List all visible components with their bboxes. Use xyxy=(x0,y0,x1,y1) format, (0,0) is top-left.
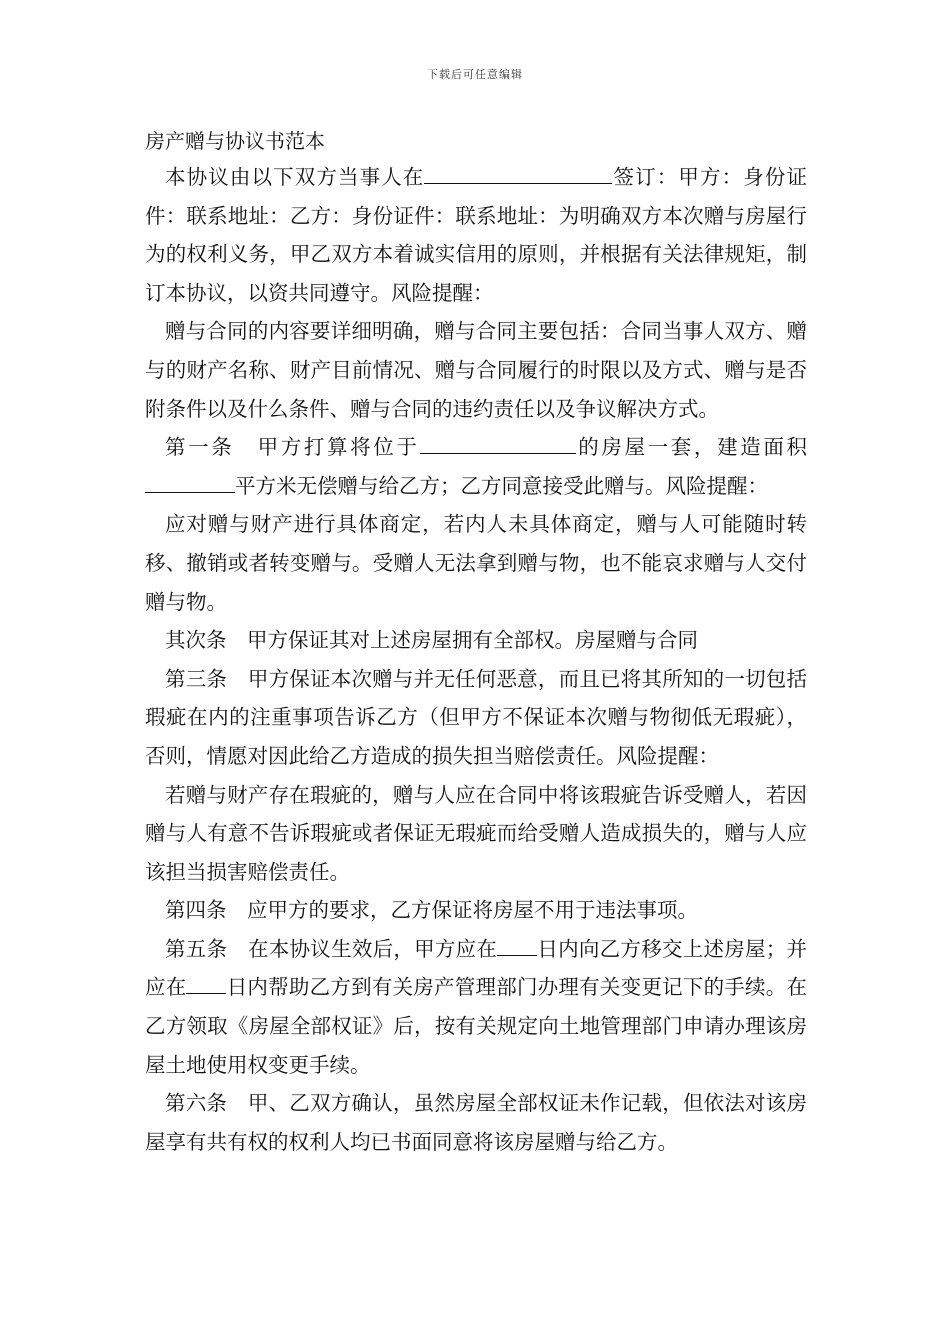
signing-place-blank xyxy=(424,164,612,184)
paragraph-risk-note-1: 赠与合同的内容要详细明确，赠与合同主要包括：合同当事人双方、赠与的财产名称、财产目前情况、赠与合同履行的时限以及方式、赠与是否附条件以及什么条件、赠与合同的违约责任以及争议解决方式。 xyxy=(145,319,807,421)
paragraph-article-4: 第四条 应甲方的要求，乙方保证将房屋不用于违法事项。 xyxy=(165,898,698,923)
document-body xyxy=(145,126,807,1161)
paragraph-risk-note-2: 应对赠与财产进行具体商定，若内人未具体商定，赠与人可能随时转移、撤销或者转变赠与。受赠人无法拿到赠与物，也不能哀求赠与人交付赠与物。 xyxy=(145,512,807,614)
header-note: 下载后可任意编辑 xyxy=(427,68,523,81)
area-blank xyxy=(145,472,235,492)
article-5-text-a: 第五条 在本协议生效后，甲方应在 xyxy=(165,936,498,961)
article-1-text-a: 第一条 甲方打算将位于 xyxy=(165,435,420,460)
article-5-text-c: 日内帮助乙方到有关房产管理部门办理有关变更记下的手续。在乙方领取《房屋全部权证》后，按有关规定向土地管理部门申请办理该房屋土地使用权变更手续。 xyxy=(145,975,808,1077)
article-5-text-b: 日内向乙方移交上述房屋；并应在 xyxy=(145,936,808,1000)
paragraph-risk-note-3: 若赠与财产存在瑕疵的，赠与人应在合同中将该瑕疵告诉受赠人，若因赠与人有意不告诉瑕疵或者保证无瑕疵而给受赠人造成损失的，赠与人应该担当损害赔偿责任。 xyxy=(145,782,807,884)
location-blank xyxy=(420,434,576,454)
article-1-text-b: 的房屋一套，建造面积 xyxy=(575,435,808,460)
handover-days-blank xyxy=(497,935,537,955)
paragraph-article-6: 第六条 甲、乙双方确认，虽然房屋全部权证未作记载，但依法对该房屋享有共有权的权利人均已书面同意将该房屋赠与给乙方。 xyxy=(145,1091,807,1154)
intro-text-b: 签订：甲方：身份证件：联系地址：乙方：身份证件：联系地址：为明确双方本次赠与房屋行为的权利义务，甲乙双方本着诚实信用的原则，并根据有关法律规矩，制订本协议，以资共同遵守。风险提醒： xyxy=(145,165,808,305)
paragraph-article-2: 其次条 甲方保证其对上述房屋拥有全部权。房屋赠与合同 xyxy=(165,628,698,653)
paragraph-article-1 xyxy=(145,428,807,505)
registration-days-blank xyxy=(186,974,226,994)
article-1-text-c: 平方米无偿赠与给乙方；乙方同意接受此赠与。风险提醒： xyxy=(235,473,768,498)
paragraph-article-5 xyxy=(145,930,807,1084)
paragraph-article-3: 第三条 甲方保证本次赠与并无任何恶意，而且已将其所知的一切包括瑕疵在内的注重事项告诉乙方（但甲方不保证本次赠与物彻低无瑕疵），否则，情愿对因此给乙方造成的损失担当赔偿责任。风险提醒： xyxy=(145,666,807,768)
intro-text-a: 本协议由以下双方当事人在 xyxy=(165,165,425,189)
document-title: 房产赠与协议书范本 xyxy=(145,129,325,153)
paragraph-intro xyxy=(145,158,807,312)
